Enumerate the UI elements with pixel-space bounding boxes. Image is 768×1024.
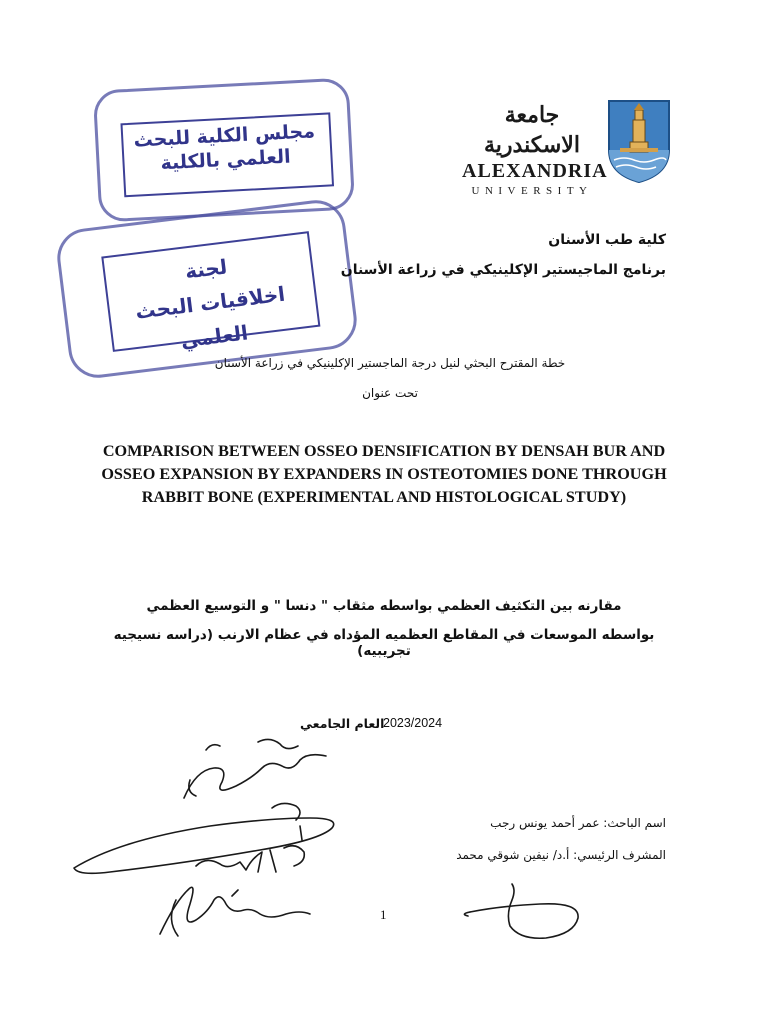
stamp-line-1: لجنة <box>183 254 229 284</box>
faculty-name: كلية طب الأسنان <box>548 232 666 248</box>
page-number: 1 <box>380 907 387 922</box>
university-logo-text <box>462 100 608 198</box>
supervisor-name: المشرف الرئيسي: أ.د/ نيفين شوقي محمد <box>456 848 666 862</box>
academic-year-label: العام الجامعي <box>300 716 385 731</box>
stamp-text: مجلس الكلية للبحث العلمي بالكلية <box>133 120 316 175</box>
program-name: برنامج الماجيستير الإكلينيكي في زراعة الأسنان <box>340 262 666 278</box>
logo-english-sub: UNIVERSITY <box>471 185 593 197</box>
signature-supervisor <box>470 884 578 938</box>
ethics-committee-stamp <box>54 197 360 381</box>
signature-dean <box>184 755 326 798</box>
signature-date-flourish <box>74 818 334 873</box>
academic-year-value: 2023/2024 <box>383 716 443 730</box>
signature-researcher <box>160 887 310 934</box>
proposal-line: خطة المقترح البحثي لنيل درجة الماجستير الإكلينيكي في زراعة الأسنان <box>214 356 566 370</box>
thesis-title-english: COMPARISON BETWEEN OSSEO DENSIFICATION BY DENSAH BUR AND OSSEO EXPANSION BY EXPANDERS IN OSTEOTOMIES DONE THROUGH RABBIT BONE (EXPERIMENTAL AND HISTOLOGICAL STUDY) <box>101 442 667 506</box>
logo-arabic-name: جامعة الاسكندرية <box>484 102 580 158</box>
thesis-title-arabic-line-2: بواسطه الموسعات في المقاطع العظميه المؤداه في عظام الارنب (دراسه نسيجيه تجريبيه) <box>113 627 655 659</box>
thesis-title-arabic-line-1: مقارنه بين التكثيف العظمي بواسطه مثقاب " دنسا " و التوسيع العظمي <box>146 598 622 614</box>
researcher-name: اسم الباحث: عمر أحمد يونس رجب <box>490 816 666 830</box>
logo-english-name: ALEXANDRIA <box>462 160 608 182</box>
lighthouse-shield-icon <box>606 98 672 184</box>
stamp-line-2: اخلاقيات البحث العلمي <box>134 281 287 353</box>
under-title-label: تحت عنوان <box>362 386 418 400</box>
